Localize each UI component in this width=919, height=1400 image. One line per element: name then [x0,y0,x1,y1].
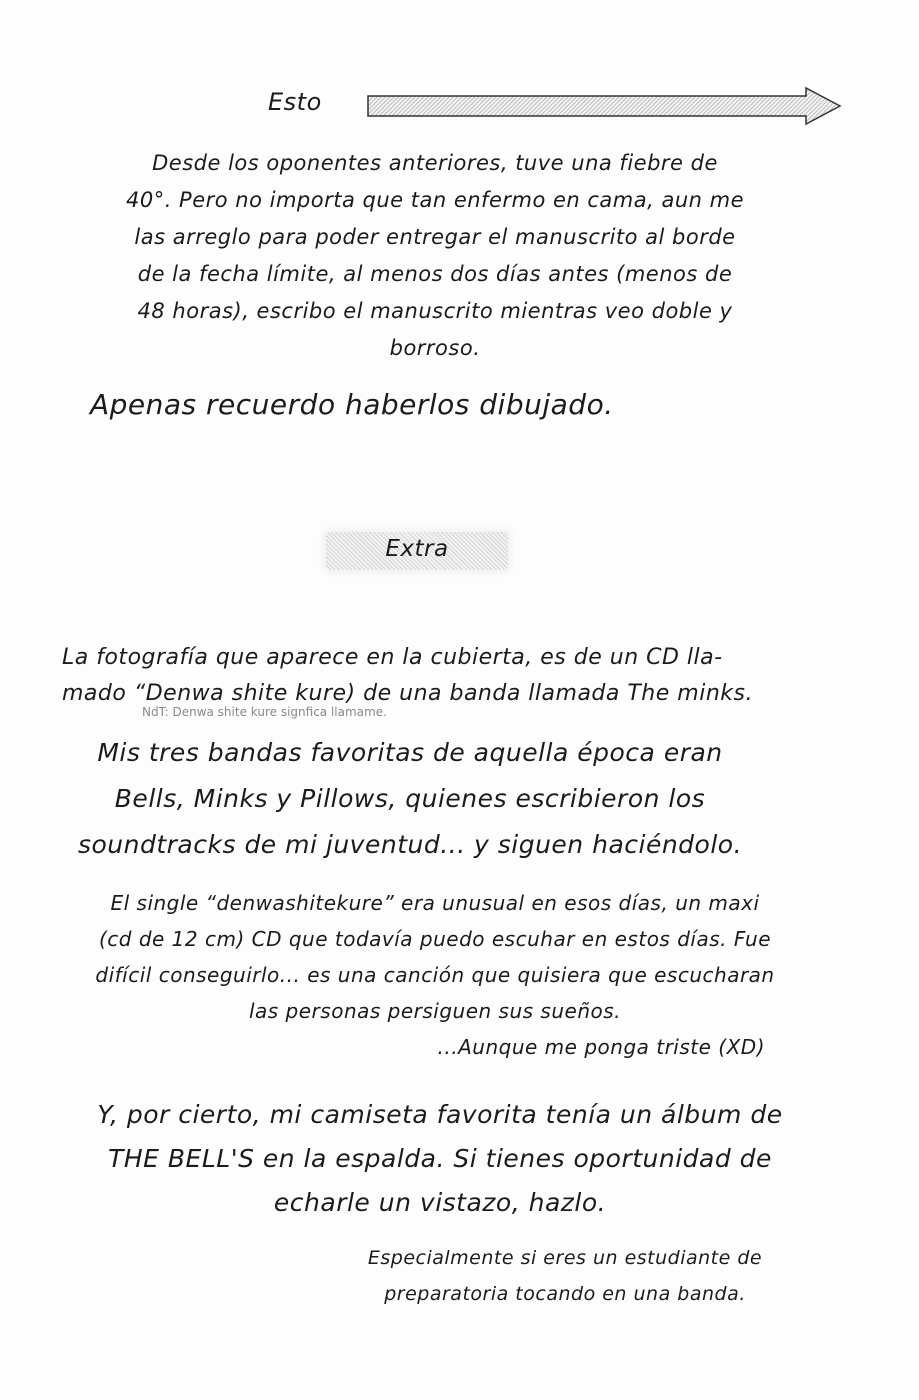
text-line: 40°. Pero no importa que tan enfermo en cama, aun me [125,188,745,212]
text-line: ...Aunque me ponga triste (XD) [437,1035,765,1059]
text-line: de la fecha límite, al menos dos días antes (menos de [137,262,733,286]
text-line: THE BELL'S en la espalda. Si tienes oportunidad de [108,1144,772,1173]
text-line: Bells, Minks y Pillows, quienes escribieron los [114,784,706,813]
barely-remember-text: Apenas recuerdo haberlos dibujado. [90,388,614,421]
text-line: El single “denwashitekure” era unusual en esos días, un maxi [110,891,760,915]
translator-note: NdT: Denwa shite kure signfica llamame. [142,705,387,719]
text-line: Especialmente si eres un estudiante de [367,1247,763,1269]
text-line: preparatoria tocando en una banda. [384,1283,746,1305]
student-note-paragraph [330,1240,800,1312]
single-paragraph [55,885,815,1065]
esto-label: Esto [268,88,322,116]
text-line: Mis tres bandas favoritas de aquella época eran [97,738,723,767]
text-line: echarle un vistazo, hazlo. [273,1188,607,1217]
extra-label: Extra [385,536,449,562]
tshirt-paragraph [80,1093,800,1225]
favorite-bands-paragraph [60,730,760,868]
text-line: las personas persiguen sus sueños. [248,999,622,1023]
text-line: difícil conseguirlo... es una canción que quisiera que escucharan [95,963,775,987]
fever-paragraph [105,145,765,367]
text-line: 48 horas), escribo el manuscrito mientras veo doble y [137,299,733,323]
text-line: Desde los oponentes anteriores, tuve una fiebre de [152,151,718,175]
text-line: La fotografía que aparece en la cubierta, es de un CD lla- [62,645,723,670]
text-line: Y, por cierto, mi camiseta favorita tenía un álbum de [97,1100,783,1129]
right-arrow-icon [366,86,842,126]
text-line: mado “Denwa shite kure) de una banda llamada The minks. [62,681,753,706]
cover-photo-paragraph [62,640,782,712]
text-line: (cd de 12 cm) CD que todavía puedo escuhar en estos días. Fue [98,927,772,951]
text-line: soundtracks de mi juventud... y siguen haciéndolo. [77,830,743,859]
text-line: las arreglo para poder entregar el manuscrito al borde [134,225,736,249]
text-line: borroso. [389,336,481,360]
